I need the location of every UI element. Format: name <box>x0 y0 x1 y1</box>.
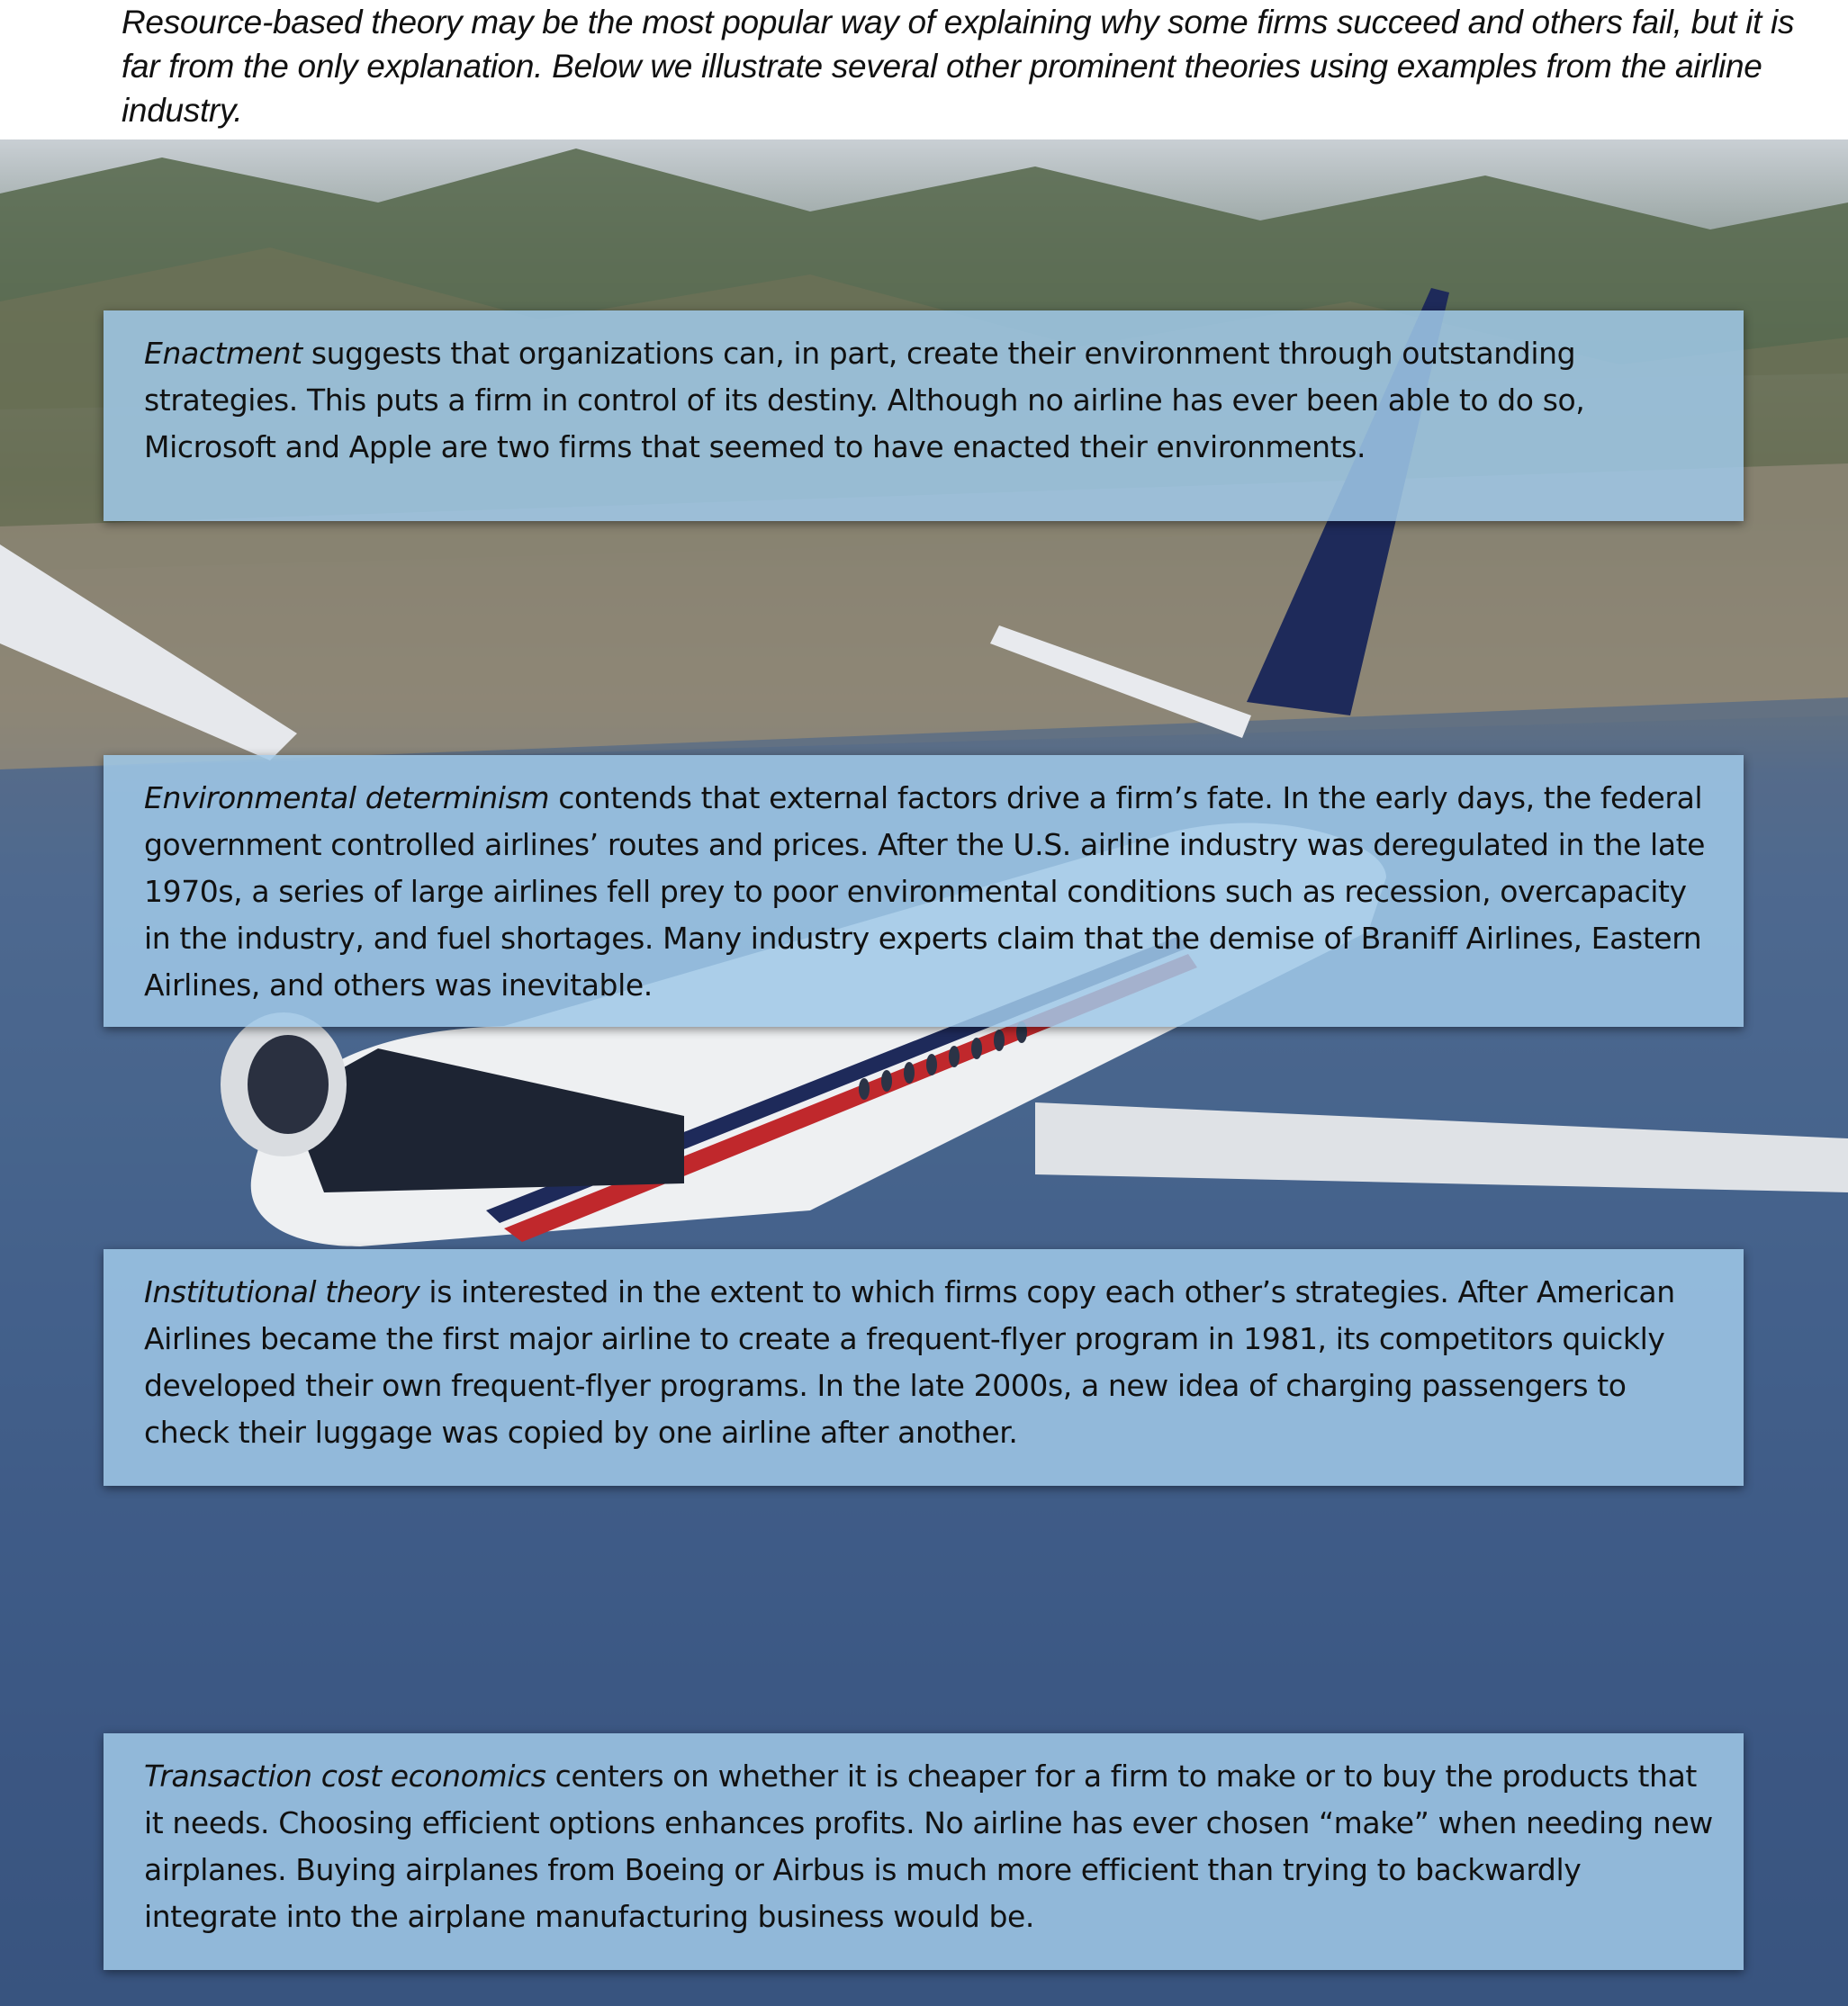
theory-box-enactment <box>104 310 1744 521</box>
theory-term: Enactment <box>144 336 302 371</box>
theory-box-transaction-cost-economics <box>104 1733 1744 1970</box>
theory-description: contends that external factors drive a firm’s fate. In the early days, the federal government controlled airlines’ routes and prices. After the U.S. airline industry was deregulated in the late 1970s, a series of large airlines fell prey to poor environmental conditions such as recession, overcapacity in the industry, and fuel shortages. Many industry experts claim that the demise of Braniff Airlines, Eastern Airlines, and others was inevitable. <box>144 780 1706 1003</box>
theory-term: Environmental determinism <box>144 780 550 815</box>
engine-intake <box>248 1035 329 1134</box>
theory-description: suggests that organizations can, in part, create their environment through outstanding strategies. This puts a firm in control of its destiny. Although no airline has ever been able to do so, Microsoft and Apple are two firms that seemed to have enacted their environments. <box>144 336 1585 464</box>
theory-term: Transaction cost economics <box>144 1759 546 1794</box>
theory-description: centers on whether it is cheaper for a firm to make or to buy the products that it needs. Choosing efficient options enhances profits. No airline has ever chosen “make” when needing new airplanes. Buying airplanes from Boeing or Airbus is much more efficient than trying to backwardly integrate into the airplane manufacturing business would be. <box>144 1759 1713 1934</box>
theory-term: Institutional theory <box>144 1274 420 1309</box>
theory-box-institutional-theory <box>104 1249 1744 1486</box>
theory-box-environmental-determinism <box>104 755 1744 1027</box>
intro-text: Resource-based theory may be the most popular way of explaining why some firms succeed and others fail, but it is far from the only explanation. Below we illustrate several other prominent theories using examples from the airline industry. <box>122 4 1795 129</box>
theory-description: is interested in the extent to which firms copy each other’s strategies. After American Airlines became the first major airline to create a frequent-flyer program in 1981, its competitors quickly developed their own frequent-flyer programs. In the late 2000s, a new idea of charging passengers to check their luggage was copied by one airline after another. <box>144 1274 1675 1450</box>
